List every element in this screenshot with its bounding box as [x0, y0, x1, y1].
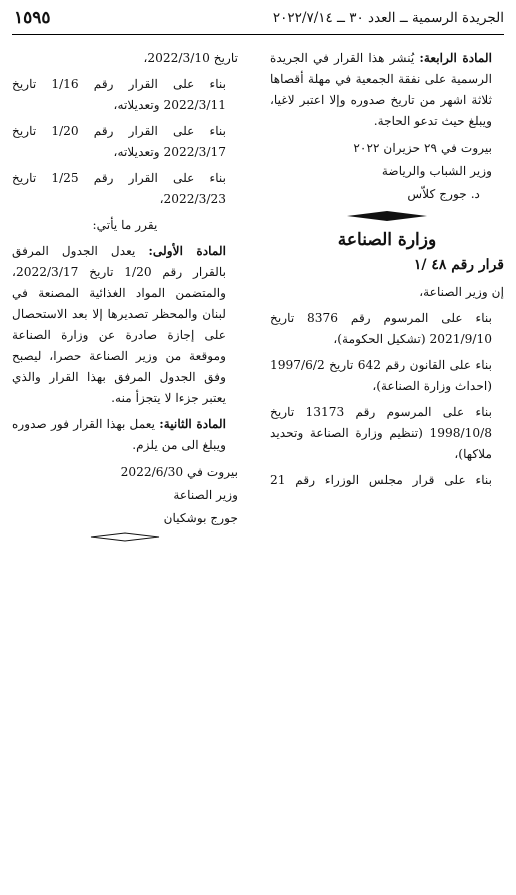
- preamble-line: تاريخ 2022/3/10،: [143, 51, 238, 65]
- page-header: [12, 6, 504, 32]
- minister-name: د. جورج كلاّس: [407, 187, 480, 201]
- left-column: [12, 48, 238, 552]
- decision-number: قرار رقم ٤٨ /١: [413, 257, 504, 273]
- right-column: [270, 48, 504, 496]
- article-one: [12, 241, 238, 409]
- preamble-line: بناء على المرسوم رقم 8376 تاريخ 2021/9/10 (تشكيل الحكومة)،: [270, 311, 492, 346]
- preamble-line: إن وزير الصناعة،: [419, 285, 504, 299]
- preamble-line: بناء على المرسوم رقم 13173 تاريخ 1998/10/8 (تنظيم وزارة الصناعة وتحديد ملاكها)،: [270, 405, 492, 461]
- preamble-line: بناء على قرار مجلس الوزراء رقم 21: [270, 473, 492, 487]
- minister-name: جورج بوشكيان: [163, 511, 238, 525]
- minister-title: وزير الشباب والرياضة: [381, 164, 492, 178]
- header-rule: [12, 34, 504, 35]
- preamble-line: بناء على القرار رقم 1/20 تاريخ 2022/3/17 وتعديلاته،: [12, 124, 226, 159]
- preamble-line: بناء على القرار رقم 1/16 تاريخ 2022/3/11 وتعديلاته،: [12, 77, 226, 112]
- minister-title: وزير الصناعة: [173, 488, 238, 502]
- gazette-title: الجريدة الرسمية ــ العدد ٣٠ ــ ٢٠٢٢/٧/١٤: [272, 10, 504, 26]
- preamble-line: بناء على القرار رقم 1/25 تاريخ 2022/3/23،: [12, 171, 226, 206]
- end-divider-ornament: [12, 532, 238, 546]
- article-four-text: يُنشر هذا القرار في الجريدة الرسمية على نفقة الجمعية في مهلة أقصاها ثلاثة اشهر من تاريخ صدوره وإلا اعتبر لاغيا، ويبلغ حيث تدعو الحاجة.: [270, 51, 492, 128]
- date-line: بيروت في 2022/6/30: [120, 465, 238, 479]
- preamble-line: بناء على القانون رقم 642 تاريخ 1997/6/2 (احداث وزارة الصناعة)،: [270, 358, 493, 393]
- article-four-label: المادة الرابعة:: [419, 51, 493, 65]
- section-title: وزارة الصناعة: [337, 230, 437, 250]
- article-two: [12, 414, 238, 456]
- article-two-label: المادة الثانية:: [159, 417, 226, 431]
- decides-line: يقرر ما يأتي:: [92, 218, 158, 232]
- article-two-text: يعمل بهذا القرار فور صدوره ويبلغ الى من يلزم.: [12, 417, 226, 452]
- date-line: بيروت في ٢٩ حزيران ٢٠٢٢: [353, 141, 492, 155]
- article-one-text: يعدل الجدول المرفق بالقرار رقم 1/20 تاريخ 2022/3/17، والمتضمن المواد الغذائية المصنعة في لبنان والمحظر تصديرها إلا بعد الاستحصال على إجازة صادرة عن وزارة الصناعة وموقعة من وزير الصناعة حصرا، ليصبح وفق الجدول المرفق بهذا القرار والذي يعتبر جزءا لا يتجزأ منه.: [12, 244, 226, 405]
- section-divider-ornament: [270, 210, 504, 224]
- article-four: [270, 48, 504, 132]
- page-number: ١٥٩٥: [14, 8, 51, 28]
- article-one-label: المادة الأولى:: [148, 244, 226, 258]
